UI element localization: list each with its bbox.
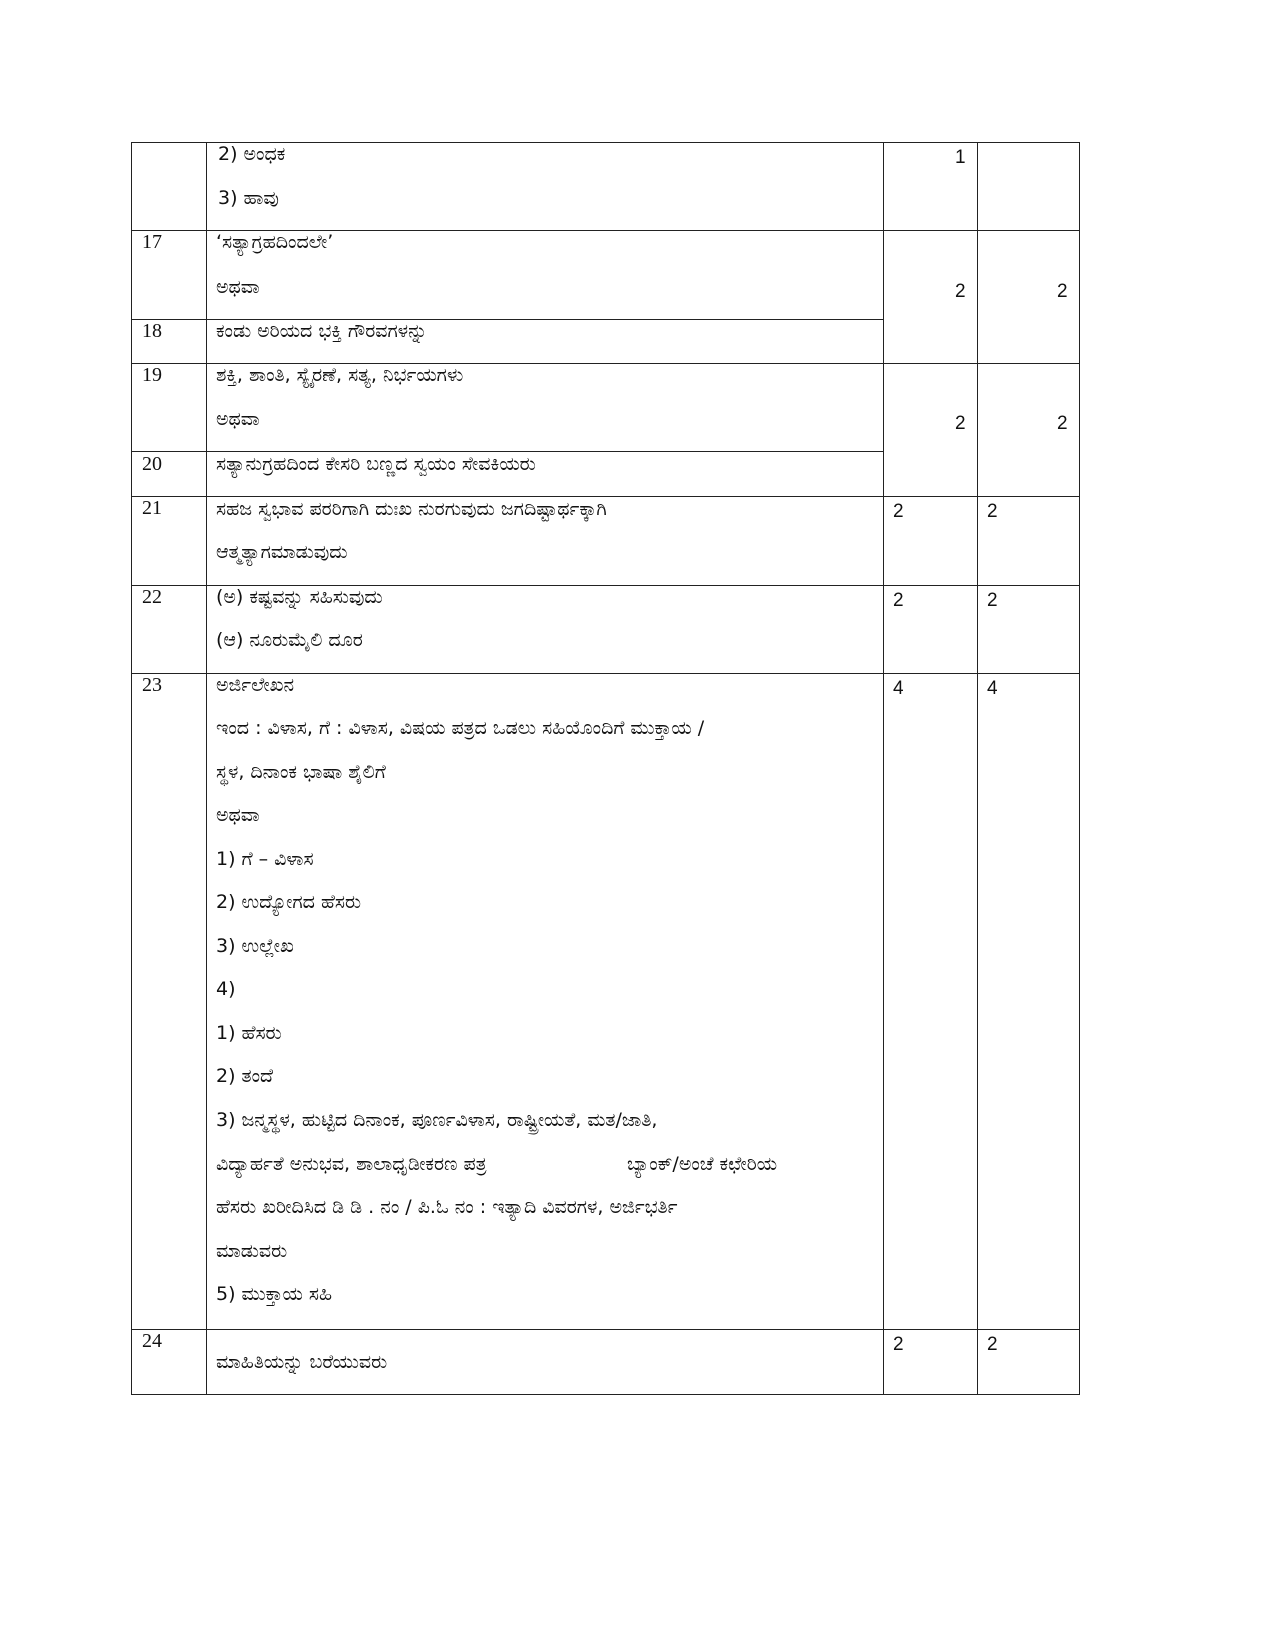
table-rule xyxy=(883,142,884,1395)
answer-line: (ಅ) ಕಷ್ಟವನ್ನು ಸಹಿಸುವುದು xyxy=(216,586,383,608)
question-number: 20 xyxy=(142,453,162,475)
answer-line: ‘ಸತ್ಯಾಗ್ರಹದಿಂದಲೇ’ xyxy=(216,231,334,253)
question-number: 24 xyxy=(142,1330,162,1352)
question-number: 18 xyxy=(142,320,162,342)
answer-line: 3) ಹಾವು xyxy=(218,187,279,209)
answer-line: ಆತ್ಮತ್ಯಾಗಮಾಡುವುದು xyxy=(216,541,348,563)
table-rule xyxy=(1079,142,1080,1395)
marks-cell: 2 xyxy=(1057,281,1068,302)
answer-line: ಸಹಜ ಸ್ವಭಾವ ಪರರಿಗಾಗಿ ದುಃಖ ನುರಗುವುದು ಜಗದಿಷ್ಟಾರ್ಥಕ್ಕಾಗಿ xyxy=(216,498,607,520)
answer-line: 5) ಮುಕ್ತಾಯ ಸಹಿ xyxy=(216,1283,333,1305)
answer-line: ಅಥವಾ xyxy=(216,276,260,298)
answer-line: ಅಥವಾ xyxy=(216,408,260,430)
marks-cell: 2 xyxy=(987,1334,998,1355)
answer-line: ಸತ್ಯಾನುಗ್ರಹದಿಂದ ಕೇಸರಿ ಬಣ್ಣದ ಸ್ವಯಂ ಸೇವಕಿಯರು xyxy=(216,453,536,475)
answer-line: ಕಂಡು ಅರಿಯದ ಭಕ್ತಿ ಗೌರವಗಳನ್ನು xyxy=(216,320,428,342)
answer-line: ಹೆಸರು ಖರೀದಿಸಿದ ಡಿ ಡಿ . ನಂ / ಪಿ.ಓ ನಂ : ಇತ್ಯಾದಿ ವಿವರಗಳ, ಅರ್ಜಿಭರ್ತಿ xyxy=(216,1196,678,1218)
marks-cell: 2 xyxy=(987,590,998,611)
answer-line: 4) xyxy=(216,978,236,1000)
marks-cell: 4 xyxy=(893,678,904,699)
marks-cell: 2 xyxy=(1057,413,1068,434)
answer-line: 2) ಉದ್ಯೋಗದ ಹೆಸರು xyxy=(216,891,362,913)
question-number: 23 xyxy=(142,674,162,696)
marks-cell: 2 xyxy=(987,501,998,522)
question-number: 17 xyxy=(142,231,162,253)
answer-line: ಬ್ಯಾಂಕ್/ಅಂಚೆ ಕಛೇರಿಯ xyxy=(627,1153,778,1175)
answer-line: ವಿದ್ಯಾರ್ಹತೆ ಅನುಭವ, ಶಾಲಾಧೃಡೀಕರಣ ಪತ್ರ xyxy=(216,1153,487,1175)
answer-line: ಸ್ಥಳ, ದಿನಾಂಕ ಭಾಷಾ ಶೈಲಿಗೆ xyxy=(216,761,386,783)
table-rule xyxy=(131,1394,1080,1395)
answer-line: ಮಾಹಿತಿಯನ್ನು ಬರೆಯುವರು xyxy=(216,1351,388,1373)
question-number: 22 xyxy=(142,586,162,608)
answer-line: 2) ಅಂಧಕ xyxy=(218,143,286,165)
table-rule xyxy=(977,142,978,1395)
answer-line: 1) ಹೆಸರು xyxy=(216,1022,282,1044)
answer-line: ಶಕ್ತಿ, ಶಾಂತಿ, ಸ್ಯೈರಣೆ, ಸತ್ಯ, ನಿರ್ಭಯಗಳು xyxy=(216,364,464,386)
answer-line: ಅರ್ಜಿಲೇಖನ xyxy=(216,674,295,696)
answer-line: 3) ಉಲ್ಲೇಖ xyxy=(216,935,294,957)
answer-line: ಮಾಡುವರು xyxy=(216,1240,288,1262)
marks-cell: 2 xyxy=(893,1334,904,1355)
answer-line: 2) ತಂದೆ xyxy=(216,1065,274,1087)
marks-cell: 4 xyxy=(987,678,998,699)
table-rule xyxy=(131,142,132,1395)
answer-line: ಇಂದ : ವಿಳಾಸ, ಗೆ : ವಿಳಾಸ, ವಿಷಯ ಪತ್ರದ ಒಡಲು ಸಹಿಯೊಂದಿಗೆ ಮುಕ್ತಾಯ / xyxy=(216,717,705,739)
answer-line: 1) ಗೆ – ವಿಳಾಸ xyxy=(216,848,314,870)
marks-cell: 1 xyxy=(955,147,966,168)
question-number: 19 xyxy=(142,364,162,386)
table-rule xyxy=(131,1329,1080,1330)
marks-cell: 2 xyxy=(893,590,904,611)
answer-line: (ಆ) ನೂರುಮೈಲಿ ದೂರ xyxy=(216,629,363,651)
table-rule xyxy=(206,142,207,1395)
marks-cell: 2 xyxy=(893,501,904,522)
question-number: 21 xyxy=(142,497,162,519)
marks-cell: 2 xyxy=(955,413,966,434)
answer-line: ಅಥವಾ xyxy=(216,804,260,826)
answer-line: 3) ಜನ್ಮಸ್ಥಳ, ಹುಟ್ಟಿದ ದಿನಾಂಕ, ಪೂರ್ಣವಿಳಾಸ, ರಾಷ್ಟ್ರೀಯತೆ, ಮತ/ಜಾತಿ, xyxy=(216,1109,658,1131)
marks-cell: 2 xyxy=(955,281,966,302)
